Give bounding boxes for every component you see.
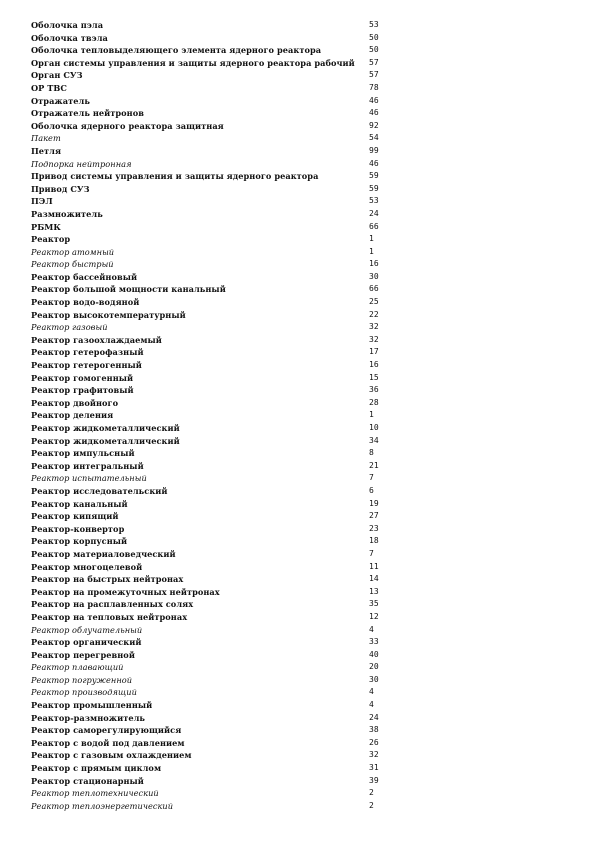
index-page-number: 1 [369, 410, 374, 420]
index-page-number: 57 [369, 70, 379, 80]
index-entry [31, 221, 391, 234]
index-term: Подпорка нейтронная [31, 158, 132, 169]
index-term: Реактор плавающий [31, 662, 124, 673]
index-page-number: 10 [369, 423, 379, 432]
index-page-number: 6 [369, 485, 374, 495]
index-page-number: 40 [369, 649, 379, 659]
index-entry [31, 460, 391, 473]
term-index-list [31, 19, 391, 812]
index-term: Реактор на тепловых нейтронах [31, 611, 188, 622]
index-page-number: 11 [369, 561, 379, 571]
index-term: Оболочка твэла [31, 32, 108, 43]
index-page-number: 4 [369, 700, 374, 710]
index-page-number: 66 [369, 221, 379, 231]
index-term: Реактор жидкометаллический [31, 435, 180, 446]
index-term: Реактор с водой под давлением [31, 737, 185, 748]
index-term: Реактор деления [31, 410, 114, 421]
index-page-number: 50 [369, 32, 379, 42]
index-page-number: 22 [369, 309, 379, 319]
index-entry [31, 195, 391, 208]
index-entry [31, 283, 391, 296]
index-term: Пакет [31, 133, 61, 144]
index-page-number: 2 [369, 800, 374, 810]
index-term: Реактор атомный [31, 246, 115, 257]
index-page-number: 16 [369, 360, 379, 370]
index-page-number: 32 [369, 322, 379, 332]
index-page-number: 2 [369, 788, 374, 798]
index-page-number: 46 [369, 158, 379, 168]
index-term: Отражатель нейтронов [31, 108, 144, 119]
index-term: Реактор перегревной [31, 649, 135, 660]
index-term: Привод СУЗ [31, 183, 90, 194]
index-page-number: 27 [369, 511, 379, 521]
index-entry [31, 359, 391, 372]
index-page-number: 19 [369, 498, 379, 508]
index-entry [31, 447, 391, 460]
index-term: Отражатель [31, 95, 90, 106]
index-page-number: 18 [369, 536, 379, 546]
index-term: Оболочка тепловыделяющего элемента ядерного реактора [31, 45, 322, 56]
index-entry [31, 674, 391, 687]
index-entry [31, 787, 391, 800]
index-entry [31, 384, 391, 397]
index-page-number: 1 [369, 246, 374, 256]
index-page-number: 26 [369, 737, 379, 747]
index-term: Реактор на расплавленных солях [31, 599, 194, 610]
index-page-number: 20 [369, 662, 379, 672]
index-term: Реактор стационарный [31, 775, 144, 786]
index-page-number: 13 [369, 586, 379, 596]
index-page-number: 53 [369, 196, 379, 206]
index-page-number: 12 [369, 611, 379, 621]
index-entry [31, 661, 391, 674]
index-page-number: 8 [369, 448, 374, 458]
index-page-number: 57 [369, 57, 379, 67]
index-entry [31, 309, 391, 322]
index-term: Реактор двойного [31, 397, 119, 408]
index-page-number: 53 [369, 20, 379, 29]
index-entry [31, 649, 391, 662]
index-entry [31, 724, 391, 737]
index-term: Реактор гетерофазный [31, 347, 144, 358]
index-entry [31, 762, 391, 775]
index-term: Реактор гетерогенный [31, 360, 142, 371]
index-page-number: 7 [369, 548, 374, 558]
index-entry [31, 120, 391, 133]
index-term: Реактор канальный [31, 498, 128, 509]
index-entry [31, 170, 391, 183]
index-term: Реактор производящий [31, 687, 137, 698]
index-entry [31, 409, 391, 422]
index-term: Реактор испытательный [31, 473, 147, 484]
index-entry [31, 435, 391, 448]
index-term: Реактор на быстрых нейтронах [31, 574, 184, 585]
index-page-number: 7 [369, 473, 374, 483]
index-page-number: 46 [369, 108, 379, 118]
index-page-number: 28 [369, 397, 379, 407]
index-term: Реактор исследовательский [31, 485, 168, 496]
index-page-number: 50 [369, 45, 379, 55]
index-term: Реактор импульсный [31, 448, 135, 459]
index-page-number: 54 [369, 133, 379, 143]
index-term: Реактор с прямым циклом [31, 763, 162, 774]
index-term: Реактор промышленный [31, 700, 153, 711]
index-entry [31, 611, 391, 624]
index-entry [31, 699, 391, 712]
index-entry [31, 44, 391, 57]
index-entry [31, 246, 391, 259]
index-entry [31, 686, 391, 699]
index-entry [31, 561, 391, 574]
index-entry [31, 397, 391, 410]
index-term: Реактор кипящий [31, 511, 119, 522]
index-entry [31, 57, 391, 70]
index-page-number: 4 [369, 624, 374, 634]
index-term: Реактор на промежуточных нейтронах [31, 586, 220, 597]
index-entry [31, 208, 391, 221]
index-entry [31, 422, 391, 435]
index-entry [31, 636, 391, 649]
index-page-number: 39 [369, 775, 379, 785]
index-entry [31, 624, 391, 637]
index-page-number: 1 [369, 234, 374, 244]
index-term: Реактор-конвертор [31, 523, 125, 534]
index-term: Реактор газоохлаждаемый [31, 334, 162, 345]
index-term: Реактор водо-водяной [31, 297, 140, 308]
index-entry [31, 107, 391, 120]
index-term: Реактор гомогенный [31, 372, 134, 383]
index-entry [31, 132, 391, 145]
index-term: Реактор саморегулирующийся [31, 725, 182, 736]
index-page-number: 23 [369, 523, 379, 533]
index-entry [31, 573, 391, 586]
index-page-number: 4 [369, 687, 374, 697]
index-page-number: 34 [369, 435, 379, 445]
index-entry [31, 712, 391, 725]
index-entry [31, 775, 391, 788]
index-entry [31, 321, 391, 334]
index-term: Орган СУЗ [31, 70, 83, 81]
index-entry [31, 485, 391, 498]
index-page-number: 99 [369, 145, 379, 155]
index-entry [31, 737, 391, 750]
index-page-number: 31 [369, 763, 379, 773]
index-entry [31, 498, 391, 511]
index-entry [31, 535, 391, 548]
index-term: Реактор органический [31, 637, 142, 648]
index-term: Привод системы управления и защиты ядерного реактора [31, 171, 319, 182]
index-page-number: 32 [369, 334, 379, 344]
index-term: Реактор корпусный [31, 536, 128, 547]
index-page-number: 33 [369, 637, 379, 647]
index-entry [31, 296, 391, 309]
index-entry [31, 523, 391, 536]
index-page-number: 46 [369, 95, 379, 105]
index-term: Реактор графитовый [31, 385, 134, 396]
index-entry [31, 158, 391, 171]
index-term: Реактор теплоэнергетический [31, 800, 174, 811]
index-page-number: 66 [369, 284, 379, 294]
index-term: Реактор [31, 234, 71, 245]
index-term: Реактор материаловедческий [31, 548, 176, 559]
index-term: Размножитель [31, 208, 103, 219]
index-term: Реактор большой мощности канальный [31, 284, 226, 295]
index-term: Реактор интегральный [31, 460, 144, 471]
index-entry [31, 548, 391, 561]
index-page-number: 59 [369, 183, 379, 193]
index-page-number: 24 [369, 712, 379, 722]
index-entry [31, 271, 391, 284]
index-term: Реактор высокотемпературный [31, 309, 186, 320]
index-page-number: 30 [369, 674, 379, 684]
index-entry [31, 334, 391, 347]
index-entry [31, 19, 391, 32]
index-entry [31, 95, 391, 108]
index-entry [31, 472, 391, 485]
index-term: Реактор газовый [31, 322, 108, 333]
index-page-number: 35 [369, 599, 379, 609]
index-term: Орган системы управления и защиты ядерного реактора рабочий [31, 57, 355, 68]
index-term: РБМК [31, 221, 61, 232]
index-term: Петля [31, 145, 62, 156]
index-entry [31, 510, 391, 523]
index-term: Оболочка пэла [31, 20, 104, 30]
index-entry [31, 82, 391, 95]
index-page-number: 21 [369, 460, 379, 470]
index-page-number: 16 [369, 259, 379, 269]
index-page-number: 24 [369, 208, 379, 218]
index-page-number: 38 [369, 725, 379, 735]
index-entry [31, 183, 391, 196]
index-page-number: 36 [369, 385, 379, 395]
index-term: Оболочка ядерного реактора защитная [31, 120, 224, 131]
index-entry [31, 69, 391, 82]
index-page-number: 15 [369, 372, 379, 382]
index-page-number: 17 [369, 347, 379, 357]
index-term: Реактор жидкометаллический [31, 423, 180, 433]
index-entry [31, 258, 391, 271]
index-entry [31, 598, 391, 611]
index-page-number: 30 [369, 271, 379, 281]
index-page-number: 14 [369, 574, 379, 584]
index-entry [31, 233, 391, 246]
index-page-number: 25 [369, 297, 379, 307]
index-term: Реактор многоцелевой [31, 561, 143, 572]
index-entry [31, 346, 391, 359]
index-term: Реактор бассейновый [31, 271, 138, 282]
index-term: ОР ТВС [31, 82, 67, 93]
index-term: Реактор быстрый [31, 259, 114, 270]
index-term: ПЭЛ [31, 196, 53, 207]
index-page-number: 59 [369, 171, 379, 181]
index-page-number: 78 [369, 82, 379, 92]
index-entry [31, 586, 391, 599]
index-term: Реактор облучательный [31, 624, 143, 635]
index-term: Реактор с газовым охлаждением [31, 750, 192, 761]
index-term: Реактор теплотехнический [31, 788, 159, 799]
index-entry [31, 800, 391, 813]
index-page-number: 32 [369, 750, 379, 760]
index-entry [31, 32, 391, 45]
index-term: Реактор-размножитель [31, 712, 146, 723]
index-page-number: 92 [369, 120, 379, 130]
index-entry [31, 749, 391, 762]
index-entry [31, 372, 391, 385]
index-term: Реактор погруженной [31, 674, 133, 685]
index-entry [31, 145, 391, 158]
